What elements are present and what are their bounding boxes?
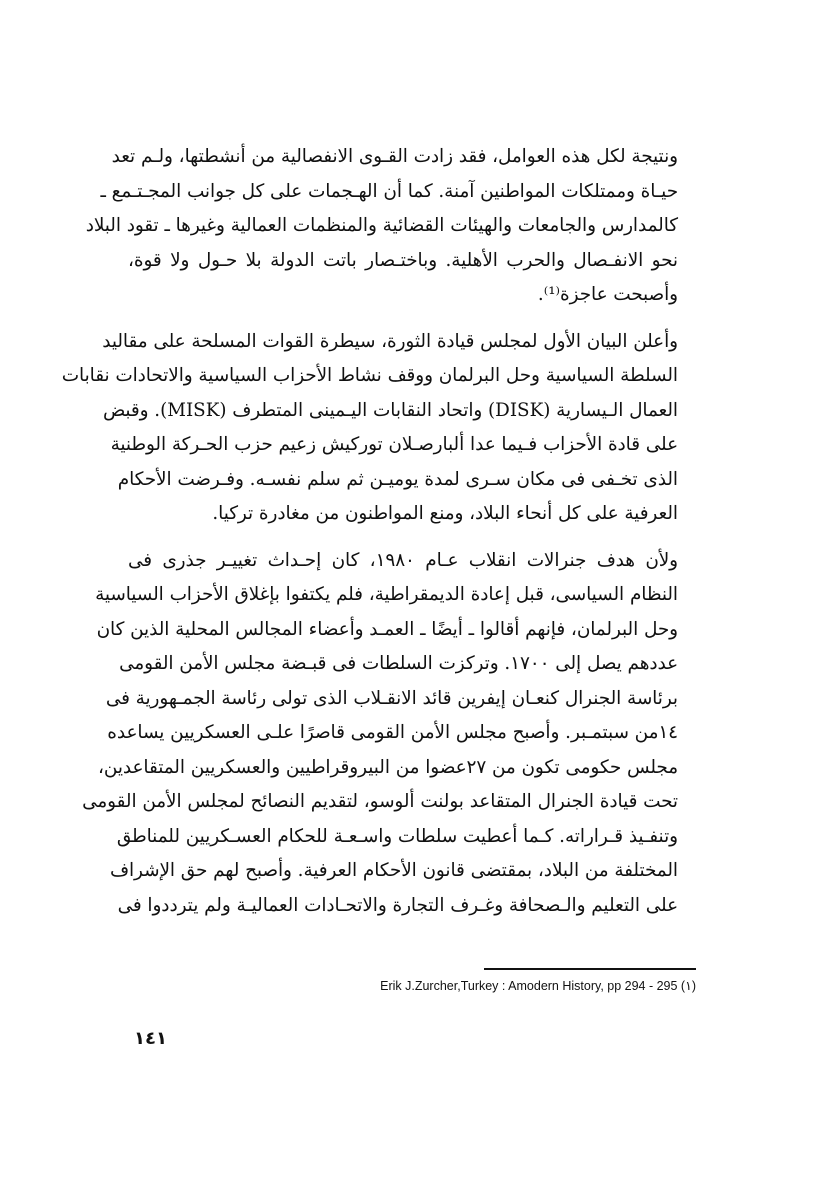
text-line: ولأن هدف جنرالات انقلاب عـام ١٩٨٠، كان إحـداث تغييـر جذرى فى [128, 549, 678, 571]
text-line: تحت قيادة الجنرال المتقاعد بولنت ألوسو، لتقديم النصائح لمجلس الأمن القومى [82, 791, 678, 812]
body-text [61, 140, 696, 935]
text-line: حيـاة وممتلكات المواطنين آمنة. كما أن الهـجمات على كل جوانب المجـتـمع ـ [100, 180, 678, 202]
footnote-separator [484, 968, 696, 970]
paragraph-3 [82, 544, 696, 924]
text-line: على التعليم والـصحافة وغـرف التجارة والاتحـادات العماليـة ولم يترددوا فى [117, 894, 678, 916]
text-line: برئاسة الجنرال كنعـان إيفرين قائد الانقـلاب الذى تولى رئاسة الجمـهورية فى [105, 687, 678, 709]
text-line: وأعلن البيان الأول لمجلس قيادة الثورة، سيطرة القوات المسلحة على مقاليد [102, 330, 678, 352]
text-line: نحو الانفـصال والحرب الأهلية. وباختـصار باتت الدولة بلا حـول ولا قوة، [128, 249, 678, 271]
text-line: وأصبحت عاجزة⁽¹⁾. [537, 284, 678, 305]
page-number: ١٤١ [134, 1028, 167, 1049]
text-line: المختلفة من البلاد، بمقتضى قانون الأحكام العرفية. وأصبح لهم حق الإشراف [110, 860, 678, 881]
text-line: العمال الـيسارية (DISK) واتحاد النقابات اليـمينى المتطرف (MISK). وقبض [103, 399, 678, 421]
paragraph-1 [85, 140, 696, 313]
paragraph-2 [61, 325, 696, 532]
text-line: ونتيجة لكل هذه العوامل، فقد زادت القـوى الانفصالية من أنشطتها، ولـم تعد [111, 146, 678, 167]
text-line: مجلس حكومى تكون من ٢٧عضوا من البيروقراطيين والعسكريين المتقاعدين، [98, 756, 678, 778]
text-line: على قادة الأحزاب فـيما عدا ألبارصـلان توركيش زعيم حزب الحـركة الوطنية [110, 434, 678, 455]
footnote: Erik J.Zurcher,Turkey : Amodern History, pp 294 - 295 (١) [380, 979, 696, 993]
text-line: العرفية على كل أنحاء البلاد، ومنع المواطنون من مغادرة تركيا. [212, 503, 678, 524]
text-line: السلطة السياسية وحل البرلمان ووقف نشاط الأحزاب السياسية والاتحادات نقابات [61, 365, 678, 386]
text-line: عددهم يصل إلى ١٧٠٠. وتركزت السلطات فى قبـضة مجلس الأمن القومى [119, 653, 678, 674]
text-line: وحل البرلمان، فإنهم أقالوا ـ أيضًا ـ العمـد وأعضاء المجالس المحلية الذين كان [96, 618, 678, 640]
text-line: الذى تخـفى فى مكان سـرى لمدة يوميـن ثم سلم نفسـه. وفـرضت الأحكام [117, 468, 678, 490]
text-line: وتنفـيذ قـراراته. كـما أعطيت سلطات واسـعـة للحكام العسـكريين للمناطق [116, 825, 678, 847]
text-line: النظام السياسى، قبل إعادة الديمقراطية، فلم يكتفوا بإغلاق الأحزاب السياسية [95, 584, 678, 605]
text-line: ١٤من سبتمـبر. وأصبح مجلس الأمن القومى قاصرًا علـى العسكريين يساعده [107, 722, 678, 743]
text-line: كالمدارس والجامعات والهيئات القضائية والمنظمات العمالية وغيرها ـ تقود البلاد [85, 215, 678, 236]
